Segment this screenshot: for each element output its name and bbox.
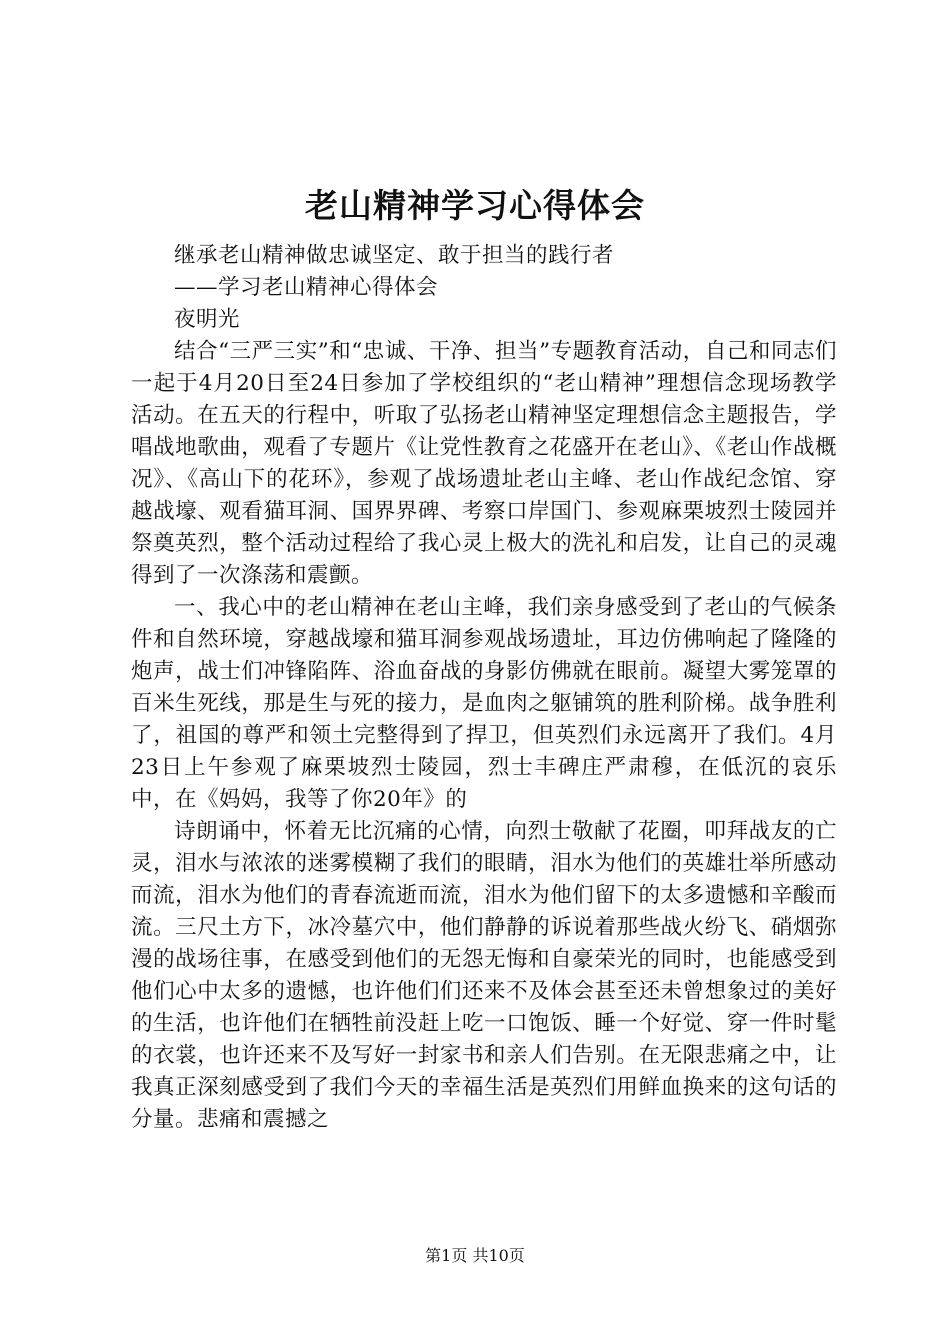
document-body [131,240,837,1136]
paragraph: 一、我心中的老山精神在老山主峰，我们亲身感受到了老山的气候条件和自然环境，穿越战壕和猫耳洞参观战场遗址，耳边仿佛响起了隆隆的炮声，战士们冲锋陷阵、浴血奋战的身影仿佛就在眼前。凝望大雾笼罩的百米生死线，那是生与死的接力，是血肉之躯铺筑的胜利阶梯。战争胜利了，祖国的尊严和领土完整得到了捍卫，但英烈们永远离开了我们。4月23日上午参观了麻栗坡烈士陵园，烈士丰碑庄严肃穆，在低沉的哀乐中，在《妈妈，我等了你20年》的 [131,595,837,812]
paragraph: 结合“三严三实”和“忠诚、干净、担当”专题教育活动，自己和同志们一起于4月20日至24日参加了学校组织的“老山精神”理想信念现场教学活动。在五天的行程中，听取了弘扬老山精神坚定理想信念主题报告，学唱战地歌曲，观看了专题片《让党性教育之花盛开在老山》、《老山作战概况》、《高山下的花环》，参观了战场遗址老山主峰、老山作战纪念馆、穿越战壕、观看猫耳洞、国界界碑、考察口岸国门、参观麻栗坡烈士陵园并祭奠英烈，整个活动过程给了我心灵上极大的洗礼和启发，让自己的灵魂得到了一次涤荡和震颤。 [131,339,837,588]
author-name: 夜明光 [174,307,241,332]
subtitle: 继承老山精神做忠诚坚定、敢于担当的践行者 [174,243,615,268]
page-footer: 第1页 共10页 [425,1246,525,1265]
subtitle-secondary: ——学习老山精神心得体会 [174,275,439,300]
paragraph: 诗朗诵中，怀着无比沉痛的心情，向烈士敬献了花圈，叩拜战友的亡灵，泪水与浓浓的迷雾模糊了我们的眼睛，泪水为他们的英雄壮举所感动而流，泪水为他们的青春流逝而流，泪水为他们留下的太多遗憾和辛酸而流。三尺土方下，冰冷墓穴中，他们静静的诉说着那些战火纷飞、硝烟弥漫的战场往事，在感受到他们的无怨无悔和自豪荣光的同时，也能感受到他们心中太多的遗憾，也许他们们还来不及体会甚至还未曾想象过的美好的生活，也许他们在牺牲前没赶上吃一口饱饭、睡一个好觉、穿一件时髦的衣裳，也许还来不及写好一封家书和亲人们告别。在无限悲痛之中，让我真正深刻感受到了我们今天的幸福生活是英烈们用鲜血换来的这句话的分量。悲痛和震撼之 [131,819,837,1132]
page-title: 老山精神学习心得体会 [305,186,645,225]
